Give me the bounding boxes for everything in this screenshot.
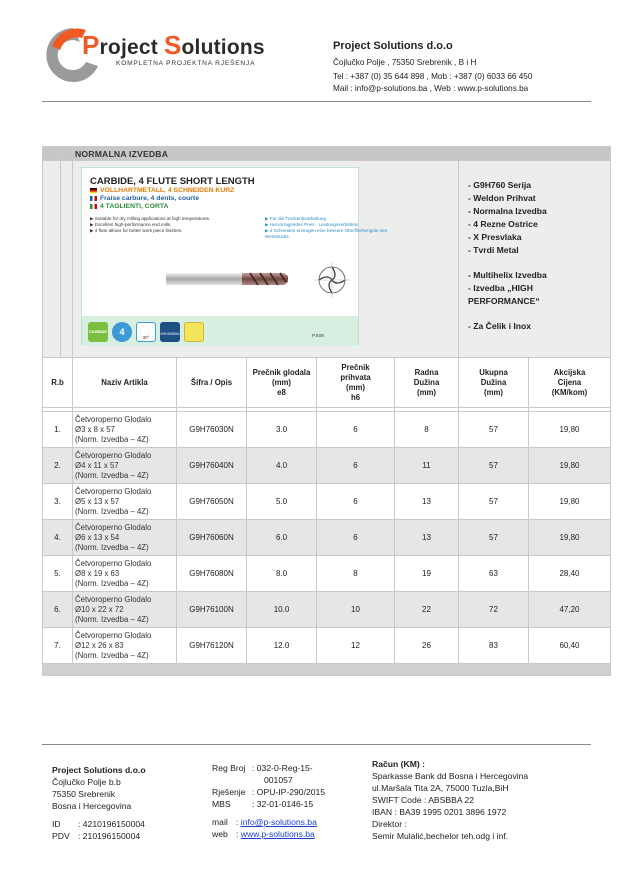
footer-reg-value-2: 001057 [264, 775, 293, 785]
shank-diameter: 6 [317, 412, 395, 448]
footer-reg-value: : 032-0-Reg-15- [252, 763, 313, 773]
article-name-line: (Norm. Izvedba – 4Z) [75, 614, 149, 624]
feature-4: - 4 Rezne Ostrice [468, 219, 538, 229]
article-name [73, 484, 177, 520]
header-address: Čojlučko Polje , 75350 Srebrenik , B i H [333, 58, 477, 67]
bullet-de-3: ▶ 4 Schneiden erzeugen eine bessere Oberflächengüte des [265, 228, 388, 233]
bullet-de-4: Werkstücks [265, 234, 289, 239]
cutter-diameter: 4.0 [247, 448, 317, 484]
end-mill-image [166, 268, 296, 290]
article-name-line: (Norm. Izvedba – 4Z) [75, 578, 149, 588]
article-name [73, 556, 177, 592]
article-name [73, 412, 177, 448]
cutting-length: 11 [395, 448, 459, 484]
header-phone: Tel : +387 (0) 35 644 898 , Mob : +387 (0) 6033 66 450 [333, 72, 533, 81]
header-company-name: Project Solutions d.o.o [333, 40, 453, 52]
footer-bank-name: Sparkasse Bank dd Bosna i Hercegovina [372, 771, 529, 781]
feature-1: - G9H760 Serija [468, 180, 532, 190]
total-length: 83 [459, 628, 529, 664]
carbide-badge: CARBIDE [88, 322, 108, 342]
article-name-line: Ø12 x 26 x 83 [75, 640, 124, 650]
article-name-line: Četvoroperno Glodalo [75, 414, 152, 424]
row-number: 3. [43, 484, 73, 520]
total-length: 57 [459, 520, 529, 556]
footer-director: Semir Mulalić,bechelor teh.odg i inf. [372, 831, 509, 841]
col-radna-duzina: Radna Dužina (mm) [395, 358, 459, 408]
article-name-line: Četvoroperno Glodalo [75, 486, 152, 496]
cutting-length: 26 [395, 628, 459, 664]
footer-addr1: Čojlučko Polje b.b [52, 777, 121, 787]
article-name-line: Četvoroperno Glodalo [75, 450, 152, 460]
row-number: 6. [43, 592, 73, 628]
product-title: CARBIDE, 4 FLUTE SHORT LENGTH [90, 176, 255, 187]
article-name [73, 628, 177, 664]
total-length: 57 [459, 448, 529, 484]
din-badge: DIN 6535HA [160, 322, 180, 342]
feature-5: - X Presvlaka [468, 232, 522, 242]
article-code: G9H76050N [177, 484, 247, 520]
cutting-length: 19 [395, 556, 459, 592]
article-code: G9H76060N [177, 520, 247, 556]
cutting-length: 13 [395, 484, 459, 520]
helix-angle-badge: 30° [136, 322, 156, 342]
article-name [73, 592, 177, 628]
row-number: 2. [43, 448, 73, 484]
col-precnik-prihvata: Prečnik prihvata (mm) h6 [317, 358, 395, 408]
footer-web-link[interactable]: www.p-solutions.ba [240, 829, 315, 839]
lang-de: VOLLHARTMETALL, 4 SCHNEIDEN KURZ [90, 187, 234, 194]
price: 19,80 [529, 448, 611, 484]
article-name-line: Ø6 x 13 x 54 [75, 532, 120, 542]
fr-flag-icon [90, 196, 97, 201]
total-length: 63 [459, 556, 529, 592]
article-name-line: Ø3 x 8 x 57 [75, 424, 115, 434]
shank-diameter: 6 [317, 484, 395, 520]
article-name-line: (Norm. Izvedba – 4Z) [75, 506, 149, 516]
feature-7: - Multihelix Izvedba [468, 270, 547, 280]
col-sifra: Šifra / Opis [177, 358, 247, 408]
article-name-line: Četvoroperno Glodalo [75, 522, 152, 532]
product-card [81, 167, 388, 345]
logo-wordmark: Project Solutions [82, 30, 265, 60]
price: 19,80 [529, 520, 611, 556]
feature-2: - Weldon Prihvat [468, 193, 536, 203]
coating-badge [184, 322, 204, 342]
cutter-diameter: 8.0 [247, 556, 317, 592]
feature-3: - Normalna Izvedba [468, 206, 547, 216]
shank-diameter: 12 [317, 628, 395, 664]
col-cijena: Akcijska Cijena (KM/kom) [529, 358, 611, 408]
row-number: 1. [43, 412, 73, 448]
footer-registration-block [212, 762, 325, 840]
footer-rj-label: Rješenje [212, 787, 246, 797]
lang-it: 4 TAGLIENTI, CORTA [90, 203, 168, 210]
article-name-line: (Norm. Izvedba – 4Z) [75, 650, 149, 660]
footer-addr3: Bosna i Hercegovina [52, 801, 132, 811]
cutter-diameter: 10.0 [247, 592, 317, 628]
section-header-row [43, 147, 611, 161]
article-name [73, 520, 177, 556]
article-name-line: (Norm. Izvedba – 4Z) [75, 542, 149, 552]
footer-pdv-value: : 210196150004 [78, 831, 141, 841]
table-row [43, 628, 611, 664]
footer-swift: SWIFT Code : ABSBBA 22 [372, 795, 475, 805]
feature-10: - Za Čelik i Inox [468, 321, 532, 331]
article-code: G9H76080N [177, 556, 247, 592]
row-number: 4. [43, 520, 73, 556]
price: 19,80 [529, 412, 611, 448]
footer-id-label: ID [52, 819, 61, 829]
article-code: G9H76100N [177, 592, 247, 628]
footer-bank-block [372, 758, 528, 842]
article-name-line: Četvoroperno Glodalo [75, 630, 152, 640]
footer-company-block [52, 764, 146, 842]
section-title: NORMALNA IZVEDBA [73, 147, 611, 161]
cutting-length: 8 [395, 412, 459, 448]
footer-mail-sep: : [236, 817, 239, 827]
article-name-line: Četvoroperno Glodalo [75, 594, 152, 604]
feature-8: - Izvedba „HIGH [468, 283, 533, 293]
footer-rj-value: : OPU-IP-290/2015 [252, 787, 326, 797]
table-row [43, 448, 611, 484]
article-name-line: Ø10 x 22 x 72 [75, 604, 124, 614]
header-mail: Mail : info@p-solutions.ba , Web : www.p-solutions.ba [333, 84, 529, 93]
footer-addr2: 75350 Srebrenik [52, 789, 116, 799]
article-code: G9H76040N [177, 448, 247, 484]
table-row [43, 592, 611, 628]
cutter-diameter: 5.0 [247, 484, 317, 520]
col-rb: R.b [43, 358, 73, 408]
col-precnik-glodala: Prečnik glodala (mm) e8 [247, 358, 317, 408]
article-name [73, 448, 177, 484]
header-divider [42, 101, 591, 102]
total-length: 72 [459, 592, 529, 628]
article-name-line: Ø5 x 13 x 57 [75, 496, 120, 506]
footer-id-value: : 4210196150004 [78, 819, 145, 829]
flute-count-badge: 4 [112, 322, 132, 342]
feature-6: - Tvrdi Metal [468, 245, 519, 255]
footer-bank-addr: ul.Maršala Tita 2A, 75000 Tuzla,BiH [372, 783, 509, 793]
article-code: G9H76030N [177, 412, 247, 448]
price: 19,80 [529, 484, 611, 520]
bullet-de-2: ▶ Hervorragendes Preis - Leistungsverhältnis [265, 222, 358, 227]
article-code: G9H76120N [177, 628, 247, 664]
footer-mail-link[interactable]: info@p-solutions.ba [240, 817, 317, 827]
footer-director-label: Direktor : [372, 819, 407, 829]
product-code: P.608 [312, 334, 324, 339]
shank-diameter: 6 [317, 448, 395, 484]
it-flag-icon [90, 204, 97, 209]
cutter-diameter: 6.0 [247, 520, 317, 556]
table-row [43, 484, 611, 520]
footer-bank-title: Račun (KM) : [372, 759, 425, 769]
table-footer-row [43, 664, 611, 676]
price: 60,40 [529, 628, 611, 664]
lang-fr: Fraise carbure, 4 dents, courte [90, 195, 199, 202]
cross-section-icon [314, 262, 350, 298]
table-body [43, 412, 611, 664]
footer-mbs-label: MBS [212, 799, 231, 809]
article-name-line: Četvoroperno Glodalo [75, 558, 152, 568]
row-number: 5. [43, 556, 73, 592]
total-length: 57 [459, 484, 529, 520]
company-logo [42, 24, 272, 86]
article-name-line: (Norm. Izvedba – 4Z) [75, 470, 149, 480]
cutting-length: 13 [395, 520, 459, 556]
footer-web-sep: : [236, 829, 239, 839]
bullet-en-3: ▶ 4 flute allows for better work piece finishes. [90, 228, 183, 233]
footer-mail-label: mail [212, 817, 228, 827]
bullet-en-1: ▶ Suitable for dry milling applications at high temperatures. [90, 216, 211, 221]
cutting-length: 22 [395, 592, 459, 628]
shank-diameter: 6 [317, 520, 395, 556]
footer-iban: IBAN : BA39 1995 0201 3896 1972 [372, 807, 507, 817]
footer-mbs-value: : 32-01-0146-15 [252, 799, 314, 809]
bullet-en-2: ▶ Excellent high-performance end mills. [90, 222, 172, 227]
footer-reg-label: Reg Broj [212, 763, 246, 773]
total-length: 57 [459, 412, 529, 448]
footer-divider [42, 744, 591, 745]
article-name-line: Ø4 x 11 x 57 [75, 460, 119, 470]
table-row [43, 520, 611, 556]
footer-company: Project Solutions d.o.o [52, 765, 146, 775]
article-name-line: (Norm. Izvedba – 4Z) [75, 434, 149, 444]
price: 28,40 [529, 556, 611, 592]
col-naziv: Naziv Artikla [73, 358, 177, 408]
footer-web-label: web [212, 829, 228, 839]
column-header-row [43, 358, 611, 408]
de-flag-icon [90, 188, 97, 193]
col-ukupna-duzina: Ukupna Dužina (mm) [459, 358, 529, 408]
price: 47,20 [529, 592, 611, 628]
shank-diameter: 8 [317, 556, 395, 592]
table-row [43, 412, 611, 448]
footer-pdv-label: PDV [52, 831, 70, 841]
logo-tagline: KOMPLETNA PROJEKTNA RJEŠENJA [116, 60, 256, 67]
cutter-diameter: 3.0 [247, 412, 317, 448]
row-number: 7. [43, 628, 73, 664]
article-name-line: Ø8 x 19 x 63 [75, 568, 120, 578]
feature-9: PERFORMANCE“ [468, 296, 540, 306]
cutter-diameter: 12.0 [247, 628, 317, 664]
table-row [43, 556, 611, 592]
shank-diameter: 10 [317, 592, 395, 628]
bullet-de-1: ▶ Für die Trockenbearbeitung [265, 216, 326, 221]
